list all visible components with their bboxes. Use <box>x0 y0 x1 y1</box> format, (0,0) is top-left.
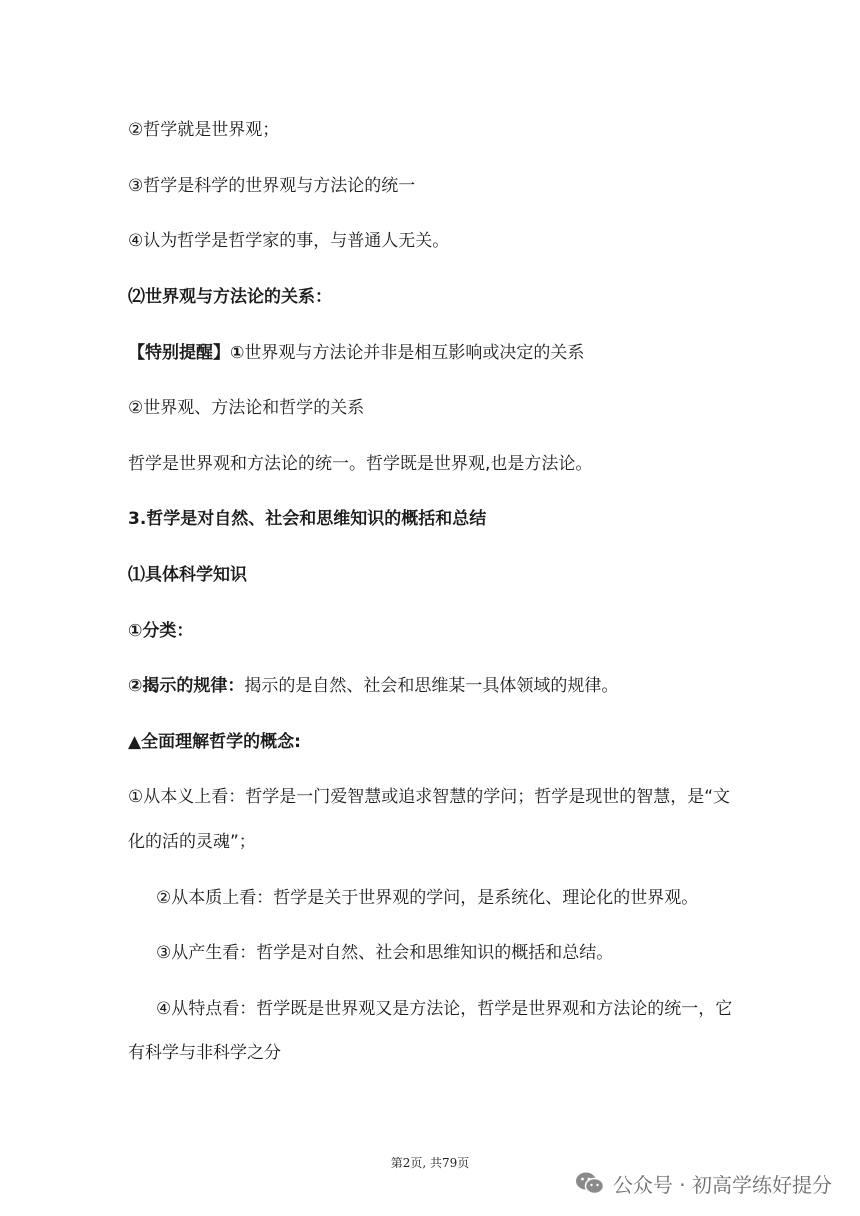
subsection-heading: ⑴具体科学知识 <box>128 565 247 585</box>
rule-label: ②揭示的规律： <box>128 676 245 696</box>
text-line: ②从本质上看：哲学是关于世界观的学问，是系统化、理论化的世界观。 <box>156 888 699 908</box>
text-line: ③哲学是科学的世界观与方法论的统一 <box>128 176 416 196</box>
text-line: ④从特点看：哲学既是世界观又是方法论，哲学是世界观和方法论的统一，它 <box>156 999 733 1019</box>
reminder-text: 世界观与方法论并非是相互影响或决定的关系 <box>244 343 585 363</box>
watermark-text: 公众号 · 初高学练好提分 <box>612 1172 832 1197</box>
section-heading: ⑵世界观与方法论的关系： <box>128 287 332 307</box>
item-heading: ①分类： <box>128 621 194 641</box>
text-line: 哲学是世界观和方法论的统一。哲学既是世界观,也是方法论。 <box>128 454 593 474</box>
text-line: ①从本义上看：哲学是一门爱智慧或追求智慧的学问；哲学是现世的智慧，是“文 <box>128 787 731 807</box>
section-heading: 3.哲学是对自然、社会和思维知识的概括和总结 <box>128 509 487 529</box>
concept-heading: ▲全面理解哲学的概念: <box>128 732 301 752</box>
rule-line <box>128 674 748 698</box>
reminder-line <box>128 341 748 365</box>
text-line: ④认为哲学是哲学家的事，与普通人无关。 <box>128 231 450 251</box>
text-line: ②哲学就是世界观； <box>128 120 280 140</box>
text-line: 有科学与非科学之分 <box>128 1043 281 1063</box>
page-number: 第2页, 共79页 <box>390 1156 470 1170</box>
watermark <box>575 1168 832 1198</box>
reminder-label: 【特别提醒】① <box>128 343 245 363</box>
text-line: 化的活的灵魂”； <box>128 832 256 852</box>
text-line: ③从产生看：哲学是对自然、社会和思维知识的概括和总结。 <box>156 943 614 963</box>
text-line: ②世界观、方法论和哲学的关系 <box>128 398 365 418</box>
wechat-icon <box>575 1171 605 1195</box>
rule-text: 揭示的是自然、社会和思维某一具体领域的规律。 <box>244 676 619 696</box>
